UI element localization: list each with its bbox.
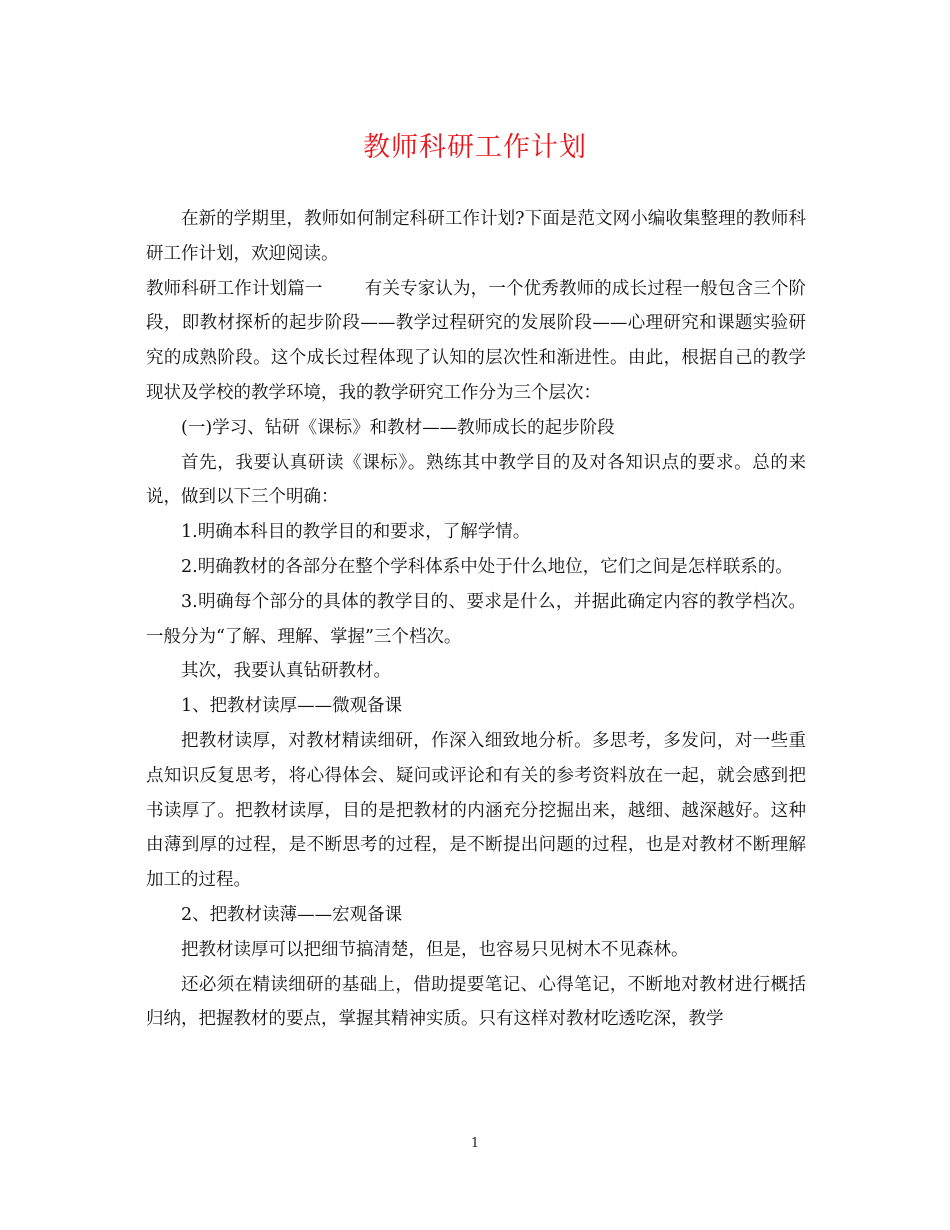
experts-paragraph: 有关专家认为，一个优秀教师的成长过程一般包含三个阶段，即教材探析的起步阶段——教学过程研究的发展阶段——心理研究和课题实验研究的成熟阶段。这个成长过程体现了认知的层次性和渐进性。由此，根据自己的教学现状及学校的教学环境，我的教学研究工作分为三个层次： [146,278,807,403]
intro-paragraph: 在新的学期里，教师如何制定科研工作计划?下面是范文网小编收集整理的教师科研工作计划，欢迎阅读。 [146,209,806,264]
list-item-3: 3.明确每个部分的具体的教学目的、要求是什么，并据此确定内容的教学档次。一般分为“了解、理解、掌握”三个档次。 [146,591,806,647]
section-heading-paragraph [146,272,806,411]
body-paragraph: 把教材读厚，对教材精读细研，作深入细致地分析。多思考，多发问，对一些重点知识反复思考，将心得体会、疑问或评论和有关的参考资料放在一起，就会感到把书读厚了。把教材读厚，目的是把教材的内涵充分挖掘出来，越细、越深越好。这种由薄到厚的过程，是不断思考的过程，是不断提出问题的过程，也是对教材不断理解加工的过程。 [146,730,806,891]
subheading-read-thin: 2、把教材读薄——宏观备课 [181,904,403,925]
body-paragraph: 还必须在精读细研的基础上，借助提要笔记、心得笔记，不断地对教材进行概括归纳，把握教材的要点，掌握其精神实质。只有这样对教材吃透吃深，教学 [146,974,806,1030]
body-paragraph: 首先，我要认真研读《课标》。熟练其中教学目的及对各知识点的要求。总的来说，做到以下三个明确： [146,452,806,508]
document-body [146,202,806,1037]
document-title: 教师科研工作计划 [363,132,587,163]
subsection-heading-1: (一)学习、钻研《课标》和教材——教师成长的起步阶段 [181,417,615,438]
body-paragraph: 把教材读厚可以把细节搞清楚，但是，也容易只见树木不见森林。 [181,939,689,960]
section-heading: 教师科研工作计划篇一 [146,278,323,299]
page-number: 1 [470,1136,480,1151]
list-item-2: 2.明确教材的各部分在整个学科体系中处于什么地位，它们之间是怎样联系的。 [181,556,793,577]
list-item-1: 1.明确本科目的教学目的和要求，了解学情。 [181,522,531,543]
subheading-read-thick: 1、把教材读厚——微观备课 [181,696,403,717]
body-paragraph: 其次，我要认真钻研教材。 [181,661,391,682]
